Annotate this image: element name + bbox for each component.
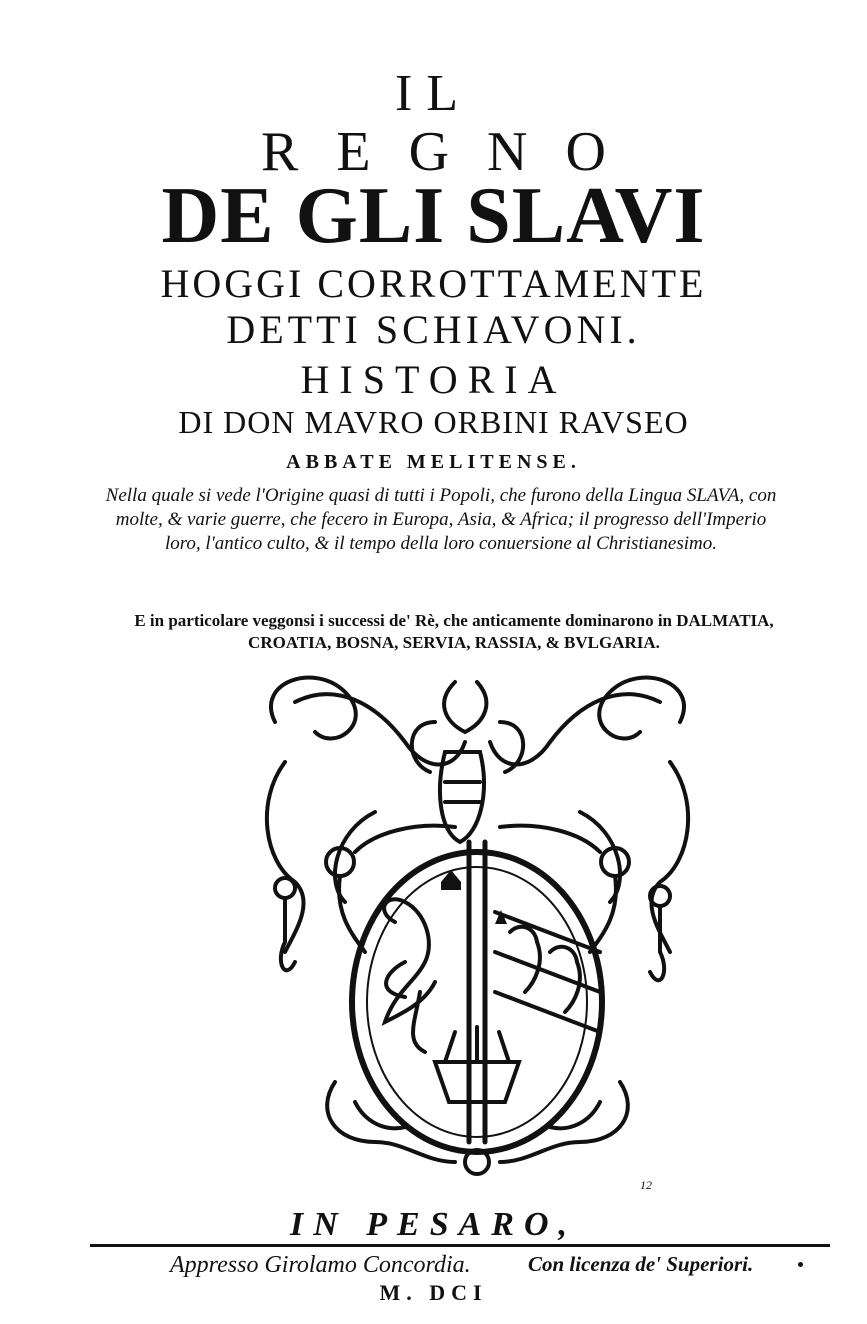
author-title-line: ABBATE MELITENSE.	[286, 451, 581, 473]
emblem-number: 12	[640, 1178, 652, 1192]
title-line-il: IL	[394, 65, 473, 122]
title-line-regno: REGNO	[261, 121, 644, 183]
imprint-place: IN PESARO,	[289, 1206, 578, 1243]
imprint-dot	[798, 1262, 803, 1267]
title-line-slavi: DE GLI SLAVI	[161, 172, 706, 260]
imprint-year: M. DCI	[379, 1280, 488, 1305]
subtitle-historia: HISTORIA	[300, 357, 567, 402]
description-paragraph: Nella quale si vede l'Origine quasi di tutti i Popoli, che furono della Lingua SLAVA, con molte, & varie guerre, che fecero in Europa, Asia, & Africa; il progresso dell'Imperio loro, l'antico culto, & il tempo della loro conuersione al Christianesimo.	[105, 485, 777, 554]
subtitle-line-detti: DETTI SCHIAVONI.	[226, 307, 641, 352]
coat-of-arms-icon	[255, 662, 700, 1190]
imprint-license: Con licenza de' Superiori.	[528, 1252, 754, 1276]
subtitle-line-hoggi: HOGGI CORROTTAMENTE	[160, 261, 707, 306]
imprint-rule	[90, 1244, 830, 1247]
particulars-paragraph: E in particolare veggonsi i successi de' Rè, che anticamente dominarono in DALMATIA, CROATIA, BOSNA, SERVIA, RASSIA, & BVLGARIA.	[134, 611, 774, 652]
imprint-printer: Appresso Girolamo Concordia.	[170, 1252, 471, 1278]
author-line: DI DON MAVRO ORBINI RAVSEO	[178, 404, 689, 440]
